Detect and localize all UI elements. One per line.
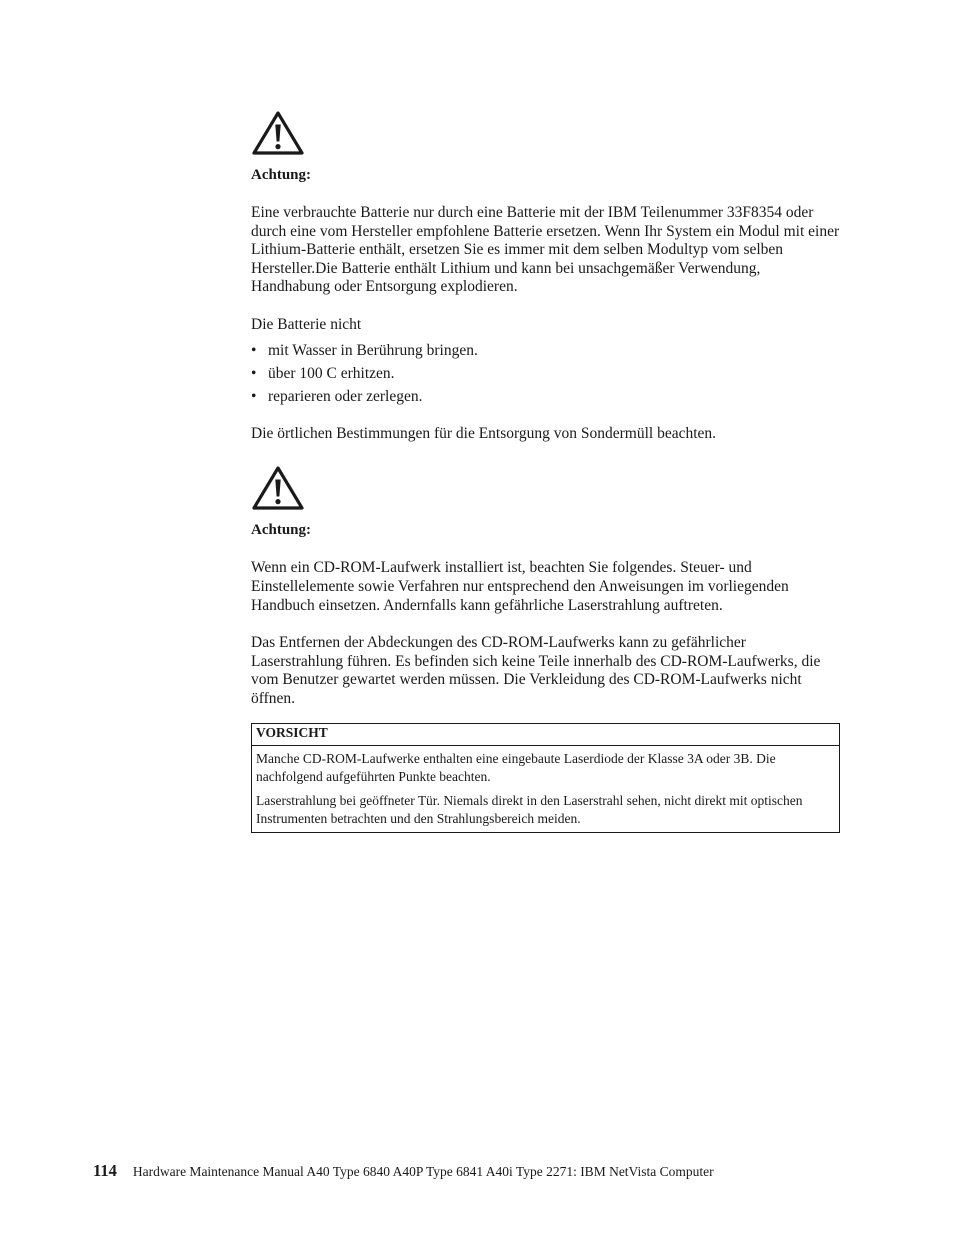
notice-heading: Achtung: [251,167,312,183]
battery-list-intro: Die Batterie nicht [251,315,362,333]
list-item: • reparieren oder zerlegen. [251,388,841,407]
cdrom-paragraph: Wenn ein CD-ROM-Laufwerk installiert ist, beachten Sie folgendes. Steuer- und Einstellelemente sowie Verfahren nur entsprechend den Anweisungen im vorliegenden Handbuch einsetzen. Andernfalls kann gefährliche Laserstrahlung auftreten. [251,559,789,614]
warning-triangle-icon [251,110,305,156]
caution-box [251,723,840,833]
list-item: • über 100 C erhitzen. [251,365,841,384]
warning-triangle-icon [251,465,305,511]
caution-paragraph: Laserstrahlung bei geöffneter Tür. Niemals direkt in den Laserstrahl sehen, nicht direkt mit optischen Instrumenten betrachten und den Strahlungsbereich meiden. [256,793,803,827]
battery-paragraph: Eine verbrauchte Batterie nur durch eine Batterie mit der IBM Teilenummer 33F8354 oder durch eine vom Hersteller empfohlene Batterie ersetzen. Wenn Ihr System ein Modul mit einer Lithium-Batterie enthält, ersetzen Sie es immer mit dem selben Modultyp vom selben Hersteller.Die Batterie enthält Lithium und kann bei unsachgemäßer Verwendung, Handhabung oder Entsorgung explodieren. [251,204,840,296]
list-item: • mit Wasser in Berührung bringen. [251,342,841,361]
disposal-paragraph: Die örtlichen Bestimmungen für die Entsorgung von Sondermüll beachten. [251,424,717,442]
page-number: 114 [93,1161,117,1180]
caution-title: VORSICHT [256,725,328,741]
page-footer [93,1161,714,1181]
caution-paragraph: Manche CD-ROM-Laufwerke enthalten eine eingebaute Laserdiode der Klasse 3A oder 3B. Die nachfolgend aufgeführten Punkte beachten. [256,751,776,785]
caution-divider [252,745,839,746]
notice-heading: Achtung: [251,522,312,539]
cdrom-cover-paragraph: Das Entfernen der Abdeckungen des CD-ROM-Laufwerks kann zu gefährlicher Laserstrahlung führen. Es befinden sich keine Teile innerhalb des CD-ROM-Laufwerks, die vom Benutzer gewartet werden müssen. Die Verkleidung des CD-ROM-Laufwerks nicht öffnen. [251,634,821,707]
battery-list [251,342,841,407]
footer-title: Hardware Maintenance Manual A40 Type 6840 A40P Type 6841 A40i Type 2271: IBM NetVista Computer [132,1164,714,1179]
page-content [251,110,841,833]
